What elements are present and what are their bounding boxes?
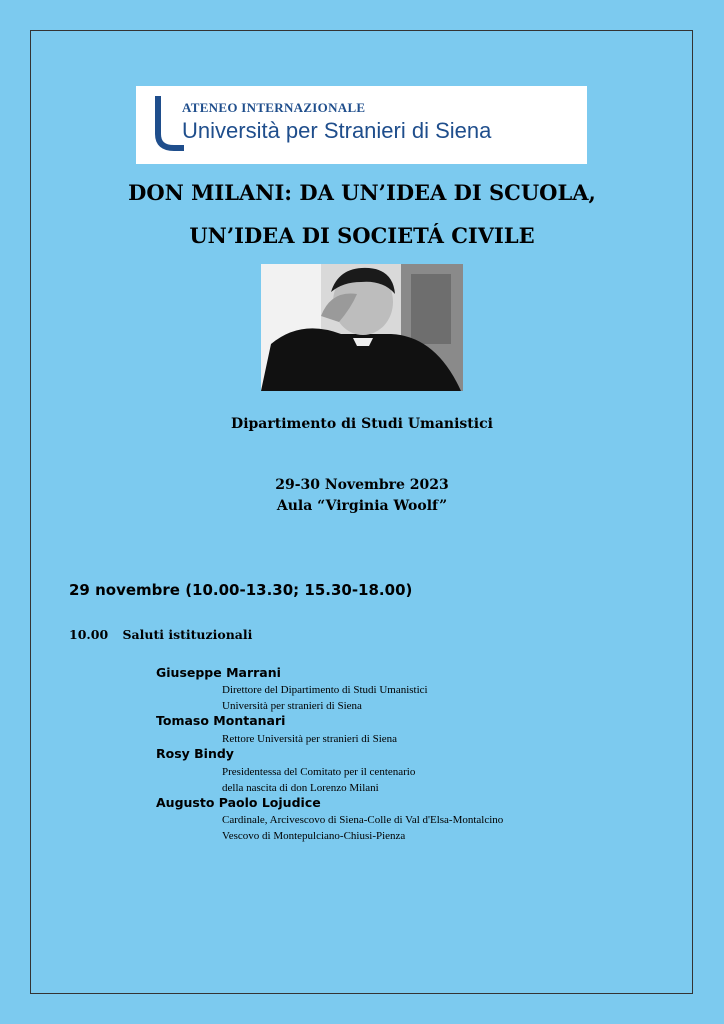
logo-main-line: Università per Stranieri di Siena	[182, 118, 492, 143]
event-dates: 29-30 Novembre 2023	[275, 477, 449, 493]
speaker-role: della nascita di don Lorenzo Milani	[222, 782, 379, 794]
event-title-line1: DON MILANI: DA UN’IDEA DI SCUOLA,	[128, 180, 596, 205]
speaker-role: Presidentessa del Comitato per il centenario	[222, 766, 416, 778]
speaker-name: Tomaso Montanari	[156, 713, 286, 728]
department-name: Dipartimento di Studi Umanistici	[231, 416, 493, 432]
university-logo	[136, 86, 587, 164]
logo-top-line: ATENEO INTERNAZIONALE	[182, 100, 366, 115]
portrait-photo	[261, 264, 463, 391]
speaker-name: Augusto Paolo Lojudice	[156, 795, 321, 810]
session-time: 10.00	[69, 627, 109, 642]
event-title-line2: UN’IDEA DI SOCIETÁ CIVILE	[189, 223, 535, 248]
session-label: Saluti istituzionali	[122, 627, 253, 642]
speaker-name: Giuseppe Marrani	[156, 665, 281, 680]
speaker-role: Rettore Università per stranieri di Siena	[222, 733, 398, 745]
speaker-name: Rosy Bindy	[156, 746, 234, 761]
day-heading: 29 novembre (10.00-13.30; 15.30-18.00)	[69, 581, 413, 599]
speaker-role: Vescovo di Montepulciano-Chiusi-Pienza	[222, 830, 406, 842]
speaker-role: Università per stranieri di Siena	[222, 700, 362, 712]
session-item	[69, 627, 252, 642]
speaker-role: Direttore del Dipartimento di Studi Umanistici	[222, 684, 428, 696]
event-venue: Aula “Virginia Woolf”	[276, 498, 448, 514]
speaker-role: Cardinale, Arcivescovo di Siena-Colle di Val d'Elsa-Montalcino	[222, 814, 504, 826]
